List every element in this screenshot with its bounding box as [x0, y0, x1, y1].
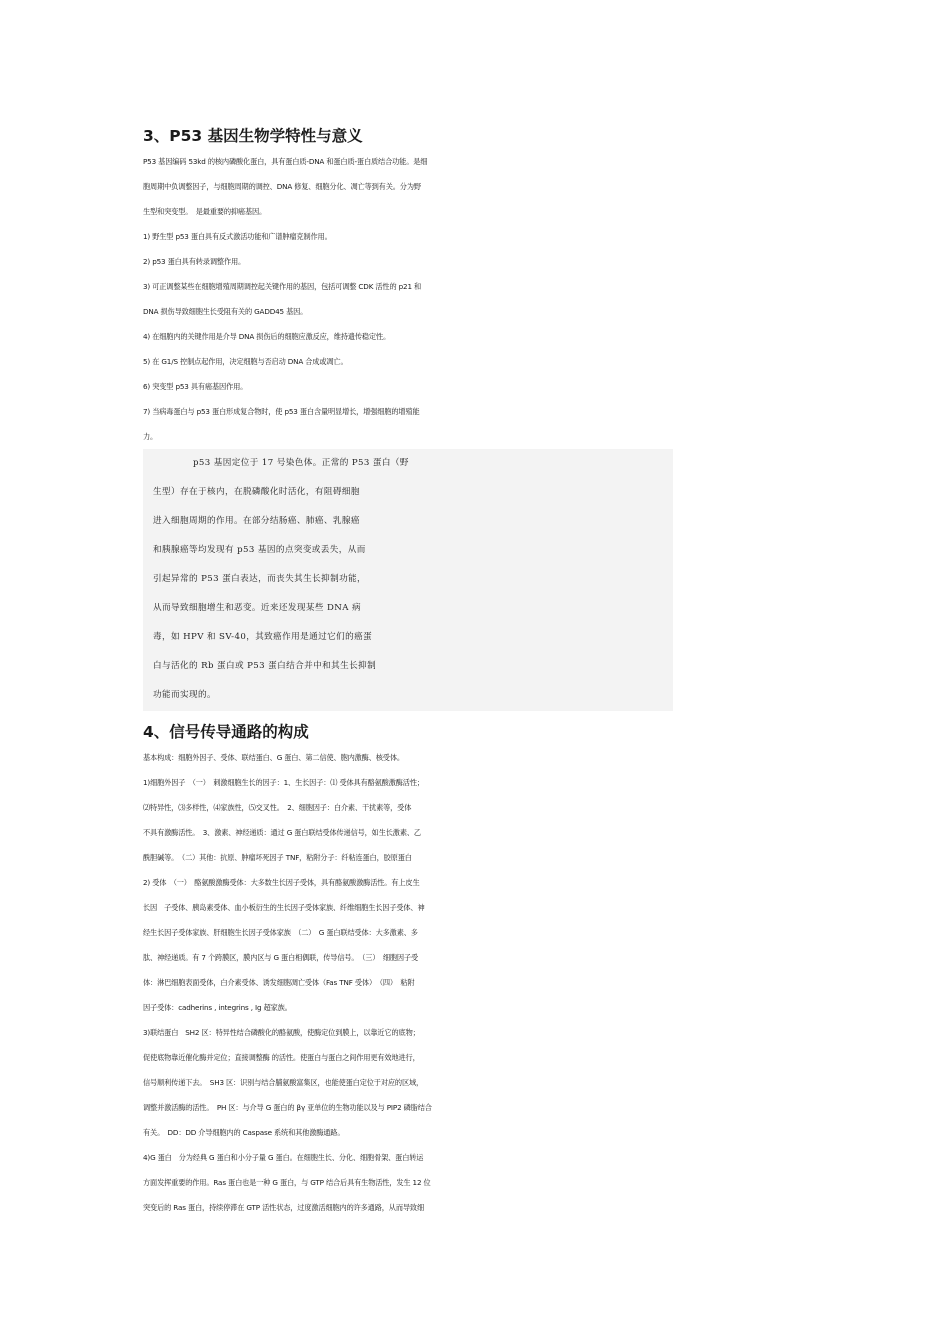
text-line: 6) 突变型 p53 具有癌基因作用。 — [143, 382, 248, 391]
text-line: 突变后的 Ras 蛋白，持续停滞在 GTP 活性状态，过度激活细胞内的许多通路，从而导致细 — [143, 1203, 424, 1212]
text-line: 经生长因子受体家族、肝细胞生长因子受体家族 （二） G 蛋白联结受体：大多激素、多 — [143, 928, 418, 937]
section-p53 — [143, 124, 813, 449]
text-line: 7) 当病毒蛋白与 p53 蛋白形成复合物时，使 p53 蛋白含量明显增长，增强细胞的增殖能 — [143, 407, 420, 416]
section-signal-pathway — [143, 720, 813, 1220]
text-line: 胞周期中负调整因子，与细胞周期的调控、DNA 修复、细胞分化、凋亡等到有关。分为野 — [143, 182, 421, 191]
text-line: 肽、神经递质。有 7 个跨膜区，膜内区与 G 蛋白相偶联，传导信号。 （三） 细胞因子受 — [143, 953, 419, 962]
text-line: 2) p53 蛋白具有转录调整作用。 — [143, 257, 246, 266]
text-line: 调整并激活酶的活性。 PH 区：与介导 G 蛋白的 βγ 亚单位的生物功能以及与 PIP2 磷脂结合 — [143, 1103, 432, 1112]
text-line: 不具有激酶活性。 3、激素、神经递质：通过 G 蛋白联结受体传递信号，如生长激素、乙 — [143, 828, 421, 837]
section-heading: 3、P53 基因生物学特性与意义 — [143, 127, 363, 145]
text-line: 因子受体：cadherins , integrins , Ig 超家族。 — [143, 1003, 292, 1012]
excerpt-line: 毒，如 HPV 和 SV-40，其致癌作用是通过它们的癌蛋 — [153, 632, 373, 642]
text-line: 3)联结蛋白 SH2 区：特异性结合磷酸化的酪氨酸，使酶定位到膜上，以靠近它的底物； — [143, 1028, 420, 1037]
text-line: 长因 子受体、胰岛素受体、血小板衍生的生长因子受体家族、纤维细胞生长因子受体、神 — [143, 903, 425, 912]
text-line: 4) 在细胞内的关键作用是介导 DNA 损伤后的细胞应激反应，维持遗传稳定性。 — [143, 332, 391, 341]
excerpt-line: p53 基因定位于 17 号染色体。正常的 P53 蛋白（野 — [193, 458, 409, 468]
excerpt-line: 和胰腺癌等均发现有 p53 基因的点突变或丢失，从而 — [153, 545, 366, 555]
section-body — [143, 745, 813, 1220]
text-line: 力。 — [143, 432, 158, 441]
text-line: 体：淋巴细胞表面受体，白介素受体、诱发细胞凋亡受体（Fas TNF 受体） （四） 粘附 — [143, 978, 415, 987]
text-line: 1)细胞外因子 （一） 刺激细胞生长的因子：1、生长因子：⑴ 受体具有酪氨酸激酶活性； — [143, 778, 424, 787]
section-heading: 4、信号传导通路的构成 — [143, 723, 309, 741]
text-line: P53 基因编码 53kd 的核内磷酸化蛋白，具有蛋白质-DNA 和蛋白质-蛋白质结合功能。是细 — [143, 157, 428, 166]
excerpt-line: 进入细胞周期的作用。在部分结肠癌、肺癌、乳腺癌 — [153, 516, 360, 526]
text-line: 有关。 DD：DD 介导细胞内的 Caspase 系统和其他激酶通路。 — [143, 1128, 345, 1137]
text-line: 生型和突变型。 是最重要的抑癌基因。 — [143, 207, 267, 216]
excerpt-line: 从而导致细胞增生和恶变。近来还发现某些 DNA 病 — [153, 603, 361, 613]
text-line: 促使底物靠近催化酶并定位；直接调整酶 的活性。使蛋白与蛋白之间作用更有效地进行， — [143, 1053, 420, 1062]
excerpt-line: 生型）存在于核内，在脱磷酸化时活化，有阻碍细胞 — [153, 487, 360, 497]
text-line: DNA 损伤导致细胞生长受阻有关的 GADD45 基因。 — [143, 307, 308, 316]
text-line: 酰胆碱等。 （二）其他：抗原、肿瘤坏死因子 TNF，粘附分子：纤粘连蛋白，胶原蛋白 — [143, 853, 412, 862]
text-line: 3) 可正调整某些在细胞增殖周期调控起关键作用的基因，包括可调整 CDK 活性的 p21 和 — [143, 282, 422, 291]
text-line: 方面发挥重要的作用。Ras 蛋白也是一种 G 蛋白，与 GTP 结合后具有生物活性，发生 12 位 — [143, 1178, 431, 1187]
excerpt-line: 白与活化的 Rb 蛋白或 P53 蛋白结合并中和其生长抑制 — [153, 661, 377, 671]
excerpt-line: 引起异常的 P53 蛋白表达，而丧失其生长抑制功能， — [153, 574, 367, 584]
text-line: 信号顺利传递下去。 SH3 区：识别与结合脯氨酸富集区，也能使蛋白定位于对应的区域， — [143, 1078, 424, 1087]
scanned-excerpt-image — [143, 449, 673, 711]
text-line: ⑵特异性，⑶多样性，⑷家族性，⑸交叉性。 2、细胞因子：白介素、干扰素等，受体 — [143, 803, 412, 812]
excerpt-line: 功能而实现的。 — [153, 690, 216, 700]
text-line: 5) 在 G1/S 控制点起作用，决定细胞与否启动 DNA 合成或凋亡。 — [143, 357, 348, 366]
text-line: 4)G 蛋白 分为经典 G 蛋白和小分子量 G 蛋白。在细胞生长、分化、细胞骨架、蛋白转运 — [143, 1153, 424, 1162]
text-line: 基本构成：细胞外因子、受体、联结蛋白、G 蛋白、第二信使、胞内激酶、核受体。 — [143, 753, 404, 762]
text-line: 1) 野生型 p53 蛋白具有反式激活功能和广谱肿瘤克制作用。 — [143, 232, 332, 241]
text-line: 2) 受体 （一） 酪氨酸激酶受体：大多数生长因子受体，具有酪氨酸激酶活性。有上皮生 — [143, 878, 420, 887]
section-body — [143, 149, 813, 449]
